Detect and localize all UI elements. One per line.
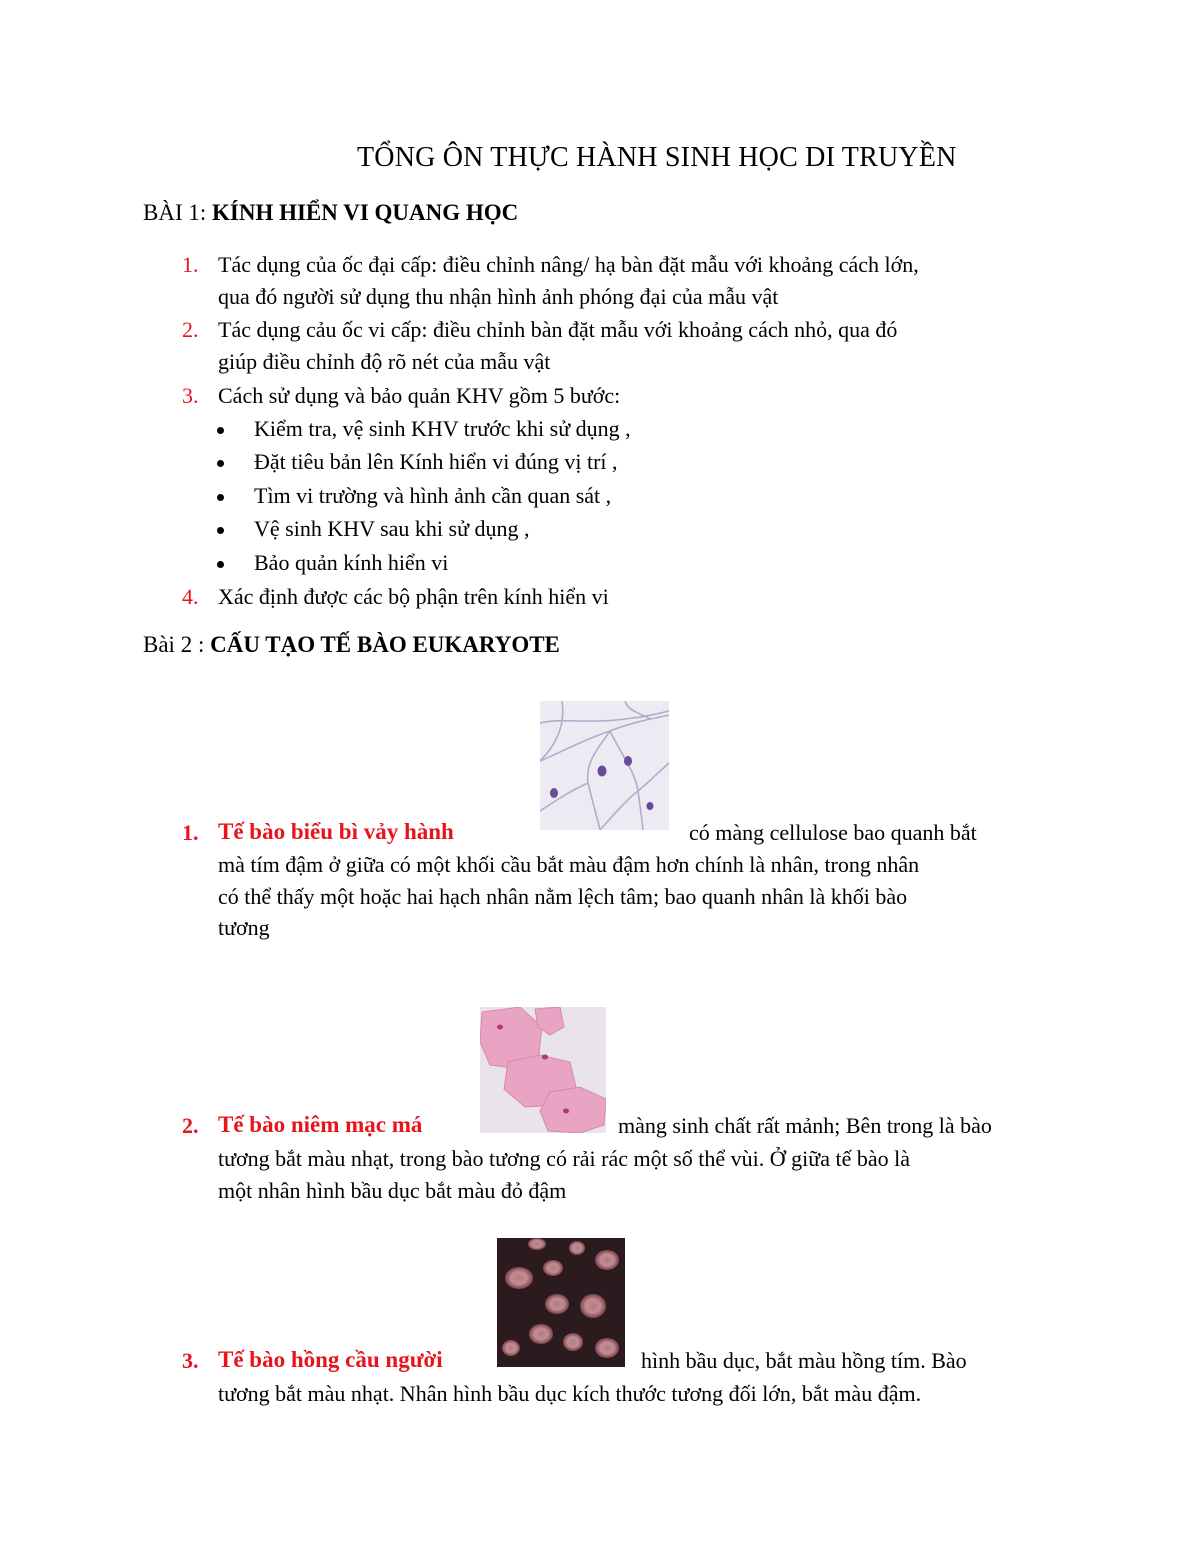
section-heading-bai2 <box>143 632 560 658</box>
section-prefix: BÀI 1: <box>143 200 212 225</box>
list-item-text: Cách sử dụng và bảo quản KHV gồm 5 bước: <box>218 383 621 408</box>
description-text: có thể thấy một hoặc hai hạch nhân nằm lệch tâm; bao quanh nhân là khối bào <box>218 884 908 909</box>
list-number: 2. <box>182 1113 199 1138</box>
section-prefix: Bài 2 : <box>143 632 211 657</box>
bullet-icon <box>217 427 224 434</box>
bullet-icon <box>217 527 224 534</box>
bullet-icon <box>217 460 224 467</box>
bullet-item: Tìm vi trường và hình ảnh cần quan sát , <box>254 483 612 508</box>
bullet-item: Đặt tiêu bản lên Kính hiển vi đúng vị trí , <box>254 449 618 474</box>
onion-cell-drawing <box>540 701 669 830</box>
description-text: tương <box>218 915 270 940</box>
description-text: màng sinh chất rất mảnh; Bên trong là bào <box>618 1113 992 1138</box>
list-number: 2. <box>182 317 199 342</box>
description-text: có màng cellulose bao quanh bắt <box>689 820 977 845</box>
onion-epidermis-image <box>540 701 669 830</box>
section-title: CẤU TẠO TẾ BÀO EUKARYOTE <box>210 632 560 657</box>
list-number: 1. <box>182 252 199 277</box>
bullet-item: Vệ sinh KHV sau khi sử dụng , <box>254 516 530 541</box>
cell-type-label: Tế bào niêm mạc má <box>218 1112 423 1137</box>
description-text: tương bắt màu nhạt, trong bào tương có rải rác một số thể vùi. Ở giữa tế bào là <box>218 1146 910 1171</box>
list-item-text: Tác dụng cảu ốc vi cấp: điều chỉnh bàn đặt mẫu với khoảng cách nhỏ, qua đó <box>218 317 898 342</box>
list-number: 4. <box>182 584 199 609</box>
bullet-item: Kiểm tra, vệ sinh KHV trước khi sử dụng , <box>254 416 631 441</box>
description-text: hình bầu dục, bắt màu hồng tím. Bào <box>641 1348 967 1373</box>
section-title: KÍNH HIỂN VI QUANG HỌC <box>212 200 519 225</box>
cell-type-label: Tế bào biểu bì vảy hành <box>218 819 454 844</box>
page-title: TỔNG ÔN THỰC HÀNH SINH HỌC DI TRUYỀN <box>357 142 957 173</box>
list-number: 3. <box>182 1348 199 1373</box>
description-text: một nhân hình bầu dục bắt màu đỏ đậm <box>218 1178 567 1203</box>
bullet-icon <box>217 494 224 501</box>
cell-type-label: Tế bào hồng cầu người <box>218 1347 443 1372</box>
red-blood-cell-image <box>497 1238 625 1367</box>
list-item-text: qua đó người sử dụng thu nhận hình ảnh phóng đại của mẫu vật <box>218 284 779 309</box>
description-text: tương bắt màu nhạt. Nhân hình bầu dục kích thước tương đối lớn, bắt màu đậm. <box>218 1381 922 1406</box>
cheek-cell-drawing <box>480 1007 606 1133</box>
list-number: 1. <box>182 820 199 845</box>
bullet-item: Bảo quản kính hiển vi <box>254 550 449 575</box>
description-text: mà tím đậm ở giữa có một khối cầu bắt màu đậm hơn chính là nhân, trong nhân <box>218 852 920 877</box>
bullet-icon <box>217 561 224 568</box>
list-item-text: Xác định được các bộ phận trên kính hiển vi <box>218 584 609 609</box>
list-item-text: Tác dụng của ốc đại cấp: điều chỉnh nâng/ hạ bàn đặt mẫu với khoảng cách lớn, <box>218 252 919 277</box>
list-item-text: giúp điều chỉnh độ rõ nét của mẫu vật <box>218 349 551 374</box>
rbc-drawing <box>497 1238 625 1367</box>
list-number: 3. <box>182 383 199 408</box>
section-heading-bai1 <box>143 200 518 226</box>
cheek-cell-image <box>480 1007 606 1133</box>
